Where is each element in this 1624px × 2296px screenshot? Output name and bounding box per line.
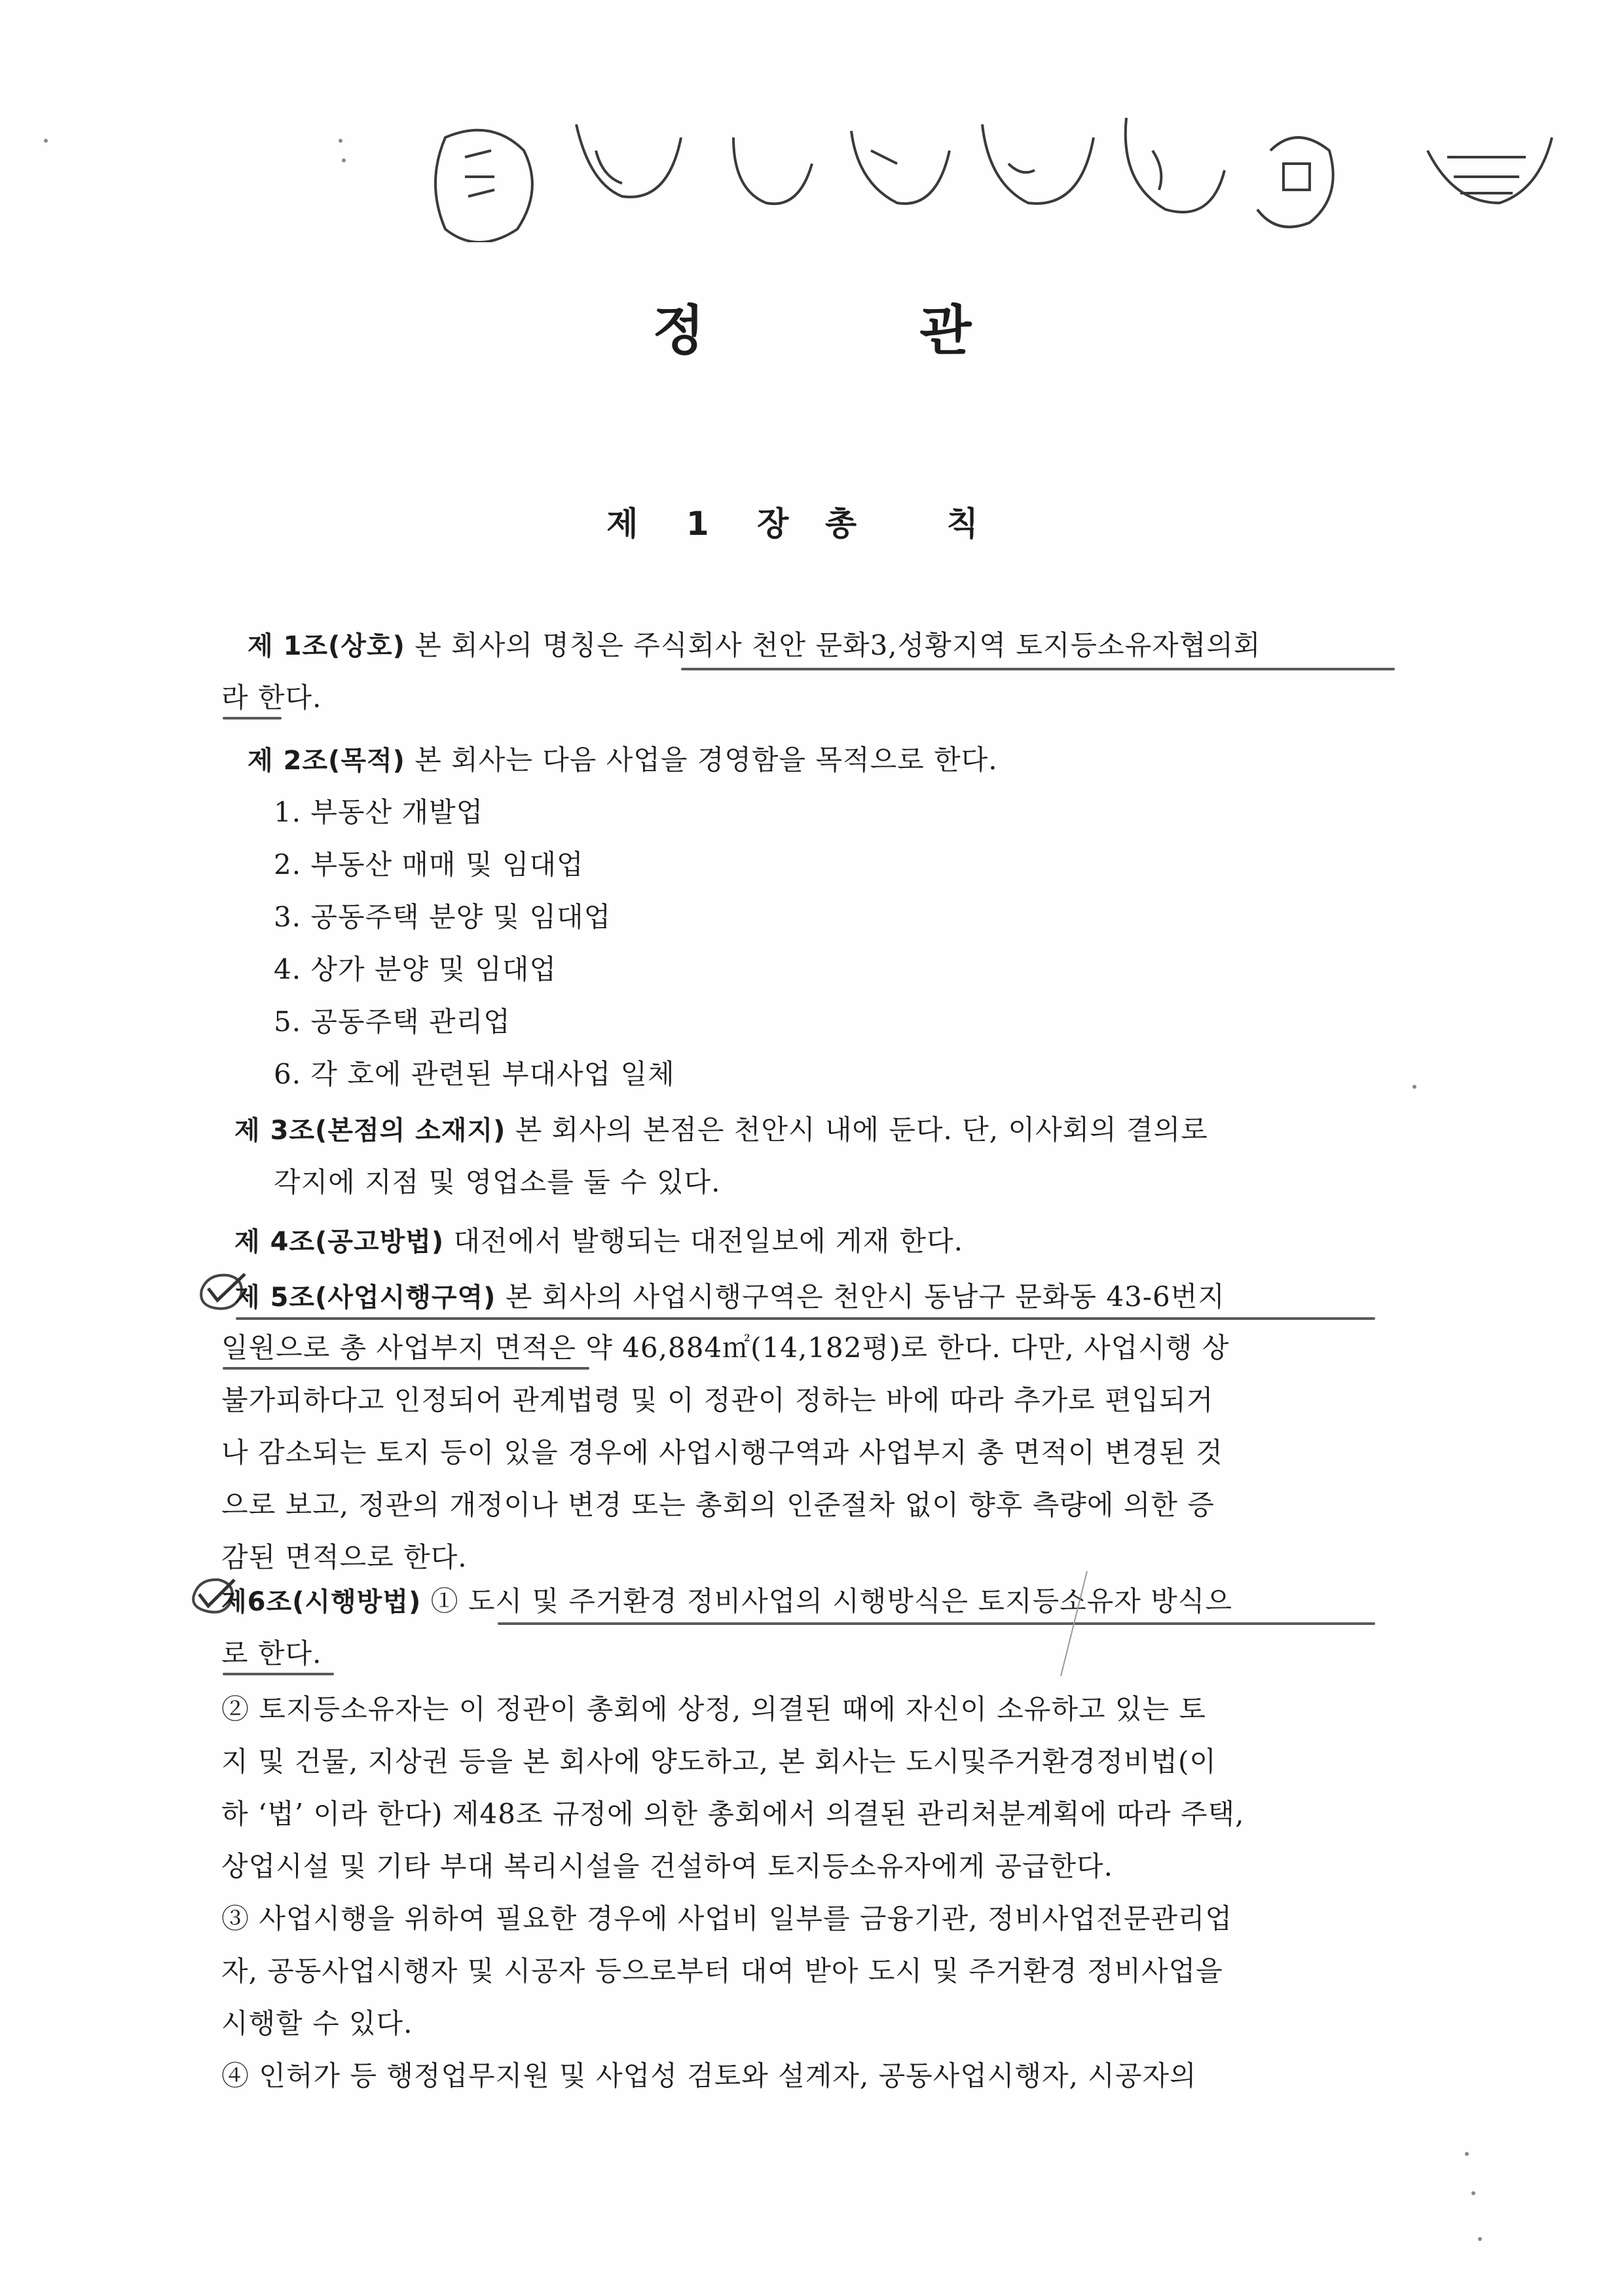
- article-5-line-1: [234, 1283, 1225, 1311]
- article-6-line-2: 로 한다.: [221, 1637, 322, 1669]
- seal-stamp-2: [576, 124, 681, 197]
- article-6-para-2-line-2: 지 및 건물, 지상권 등을 본 회사에 양도하고, 본 회사는 도시및주거환경정비법(이: [221, 1745, 1217, 1777]
- article-6-line-1: [221, 1585, 1232, 1617]
- article-4-heading: 제 4조(공고방법): [234, 1227, 445, 1257]
- article-6-para-2-line-1: ② 토지등소유자는 이 정관이 총회에 상정, 의결된 때에 자신이 소유하고 있는 토: [221, 1693, 1206, 1725]
- article-5-line-5: 으로 보고, 정관의 개정이나 변경 또는 총회의 인준절차 없이 향후 측량에 의한 증: [221, 1489, 1215, 1521]
- underline-mark: [681, 668, 1395, 670]
- article-2-line: [248, 746, 998, 774]
- purpose-item-6: 6. 각 호에 관련된 부대사업 일체: [274, 1058, 675, 1090]
- article-6-para-3-line-3: 시행할 수 있다.: [221, 2007, 413, 2039]
- article-1-heading: 제 1조(상호): [248, 631, 405, 661]
- underline-mark: [236, 1317, 1375, 1320]
- document-title: 정 관: [652, 300, 1070, 362]
- article-3-text: 본 회사의 본점은 천안시 내에 둔다. 단, 이사회의 결의로: [515, 1114, 1208, 1146]
- article-3-heading: 제 3조(본점의 소재지): [234, 1116, 506, 1146]
- underline-mark: [223, 1367, 589, 1370]
- seal-stamp-6: [1126, 118, 1225, 212]
- article-3-line-1: [234, 1116, 1208, 1144]
- seal-stamp-1: [435, 130, 532, 242]
- seal-stamp-8: [1428, 137, 1552, 203]
- article-6-para-2-line-3: 하 ‘법’ 이라 한다) 제48조 규정에 의한 총회에서 의결된 관리처분계획에 따라 주택,: [221, 1798, 1245, 1830]
- article-5-line-6: 감된 면적으로 한다.: [221, 1541, 468, 1573]
- article-1-line-2: 라 한다.: [221, 682, 322, 714]
- chapter-number: 제 1 장: [606, 505, 807, 543]
- chapter-name: 총 칙: [824, 505, 1018, 543]
- seal-stamps-row: [419, 111, 1559, 242]
- article-6-heading: 제6조(시행방법): [221, 1587, 422, 1617]
- article-5-line-4: 나 감소되는 토지 등이 있을 경우에 사업시행구역과 사업부지 총 면적이 변경된 것: [221, 1436, 1223, 1468]
- article-6-para-3-line-2: 자, 공동사업시행자 및 시공자 등으로부터 대여 받아 도시 및 주거환경 정비사업을: [221, 1955, 1223, 1987]
- seal-stamp-7: [1257, 137, 1333, 227]
- article-1-text: 본 회사의 명칭은 주식회사 천안 문화3,성황지역 토지등소유자협의회: [415, 629, 1261, 661]
- underline-mark: [498, 1622, 1375, 1625]
- article-1-line-1: [248, 629, 1261, 661]
- article-5-line-3: 불가피하다고 인정되어 관계법령 및 이 정관이 정하는 바에 따라 추가로 편입되거: [221, 1384, 1214, 1416]
- article-6-text: ① 도시 및 주거환경 정비사업의 시행방식은 토지등소유자 방식으: [430, 1585, 1232, 1617]
- seal-stamp-5: [982, 124, 1094, 204]
- seal-stamp-4: [851, 131, 950, 204]
- article-2-heading: 제 2조(목적): [248, 746, 405, 776]
- purpose-item-5: 5. 공동주택 관리업: [274, 1006, 511, 1038]
- purpose-item-4: 4. 상가 분양 및 임대업: [274, 953, 557, 985]
- article-6-para-2-line-4: 상업시설 및 기타 부대 복리시설을 건설하여 토지등소유자에게 공급한다.: [221, 1850, 1113, 1882]
- underline-mark: [223, 1673, 334, 1675]
- article-4-text: 대전에서 발행되는 대전일보에 게재 한다.: [453, 1225, 964, 1257]
- purpose-item-3: 3. 공동주택 분양 및 임대업: [274, 901, 612, 933]
- seal-stamp-3: [733, 137, 812, 204]
- article-4-line: [234, 1225, 964, 1257]
- article-6-para-3-line-1: ③ 사업시행을 위하여 필요한 경우에 사업비 일부를 금융기관, 정비사업전문관리업: [221, 1903, 1233, 1935]
- article-3-line-2: 각지에 지점 및 영업소를 둘 수 있다.: [274, 1166, 721, 1198]
- purpose-item-2: 2. 부동산 매매 및 임대업: [274, 848, 584, 881]
- article-5-line-2: 일원으로 총 사업부지 면적은 약 46,884㎡(14,182평)로 한다. 다만, 사업시행 상: [221, 1332, 1230, 1364]
- purpose-item-1: 1. 부동산 개발업: [274, 796, 484, 828]
- article-2-text: 본 회사는 다음 사업을 경영함을 목적으로 한다.: [415, 744, 998, 776]
- article-5-text: 본 회사의 사업시행구역은 천안시 동남구 문화동 43-6번지: [505, 1281, 1225, 1313]
- article-5-heading: 제 5조(사업시행구역): [234, 1283, 496, 1313]
- underline-mark: [223, 717, 282, 720]
- chapter-heading: [0, 498, 1624, 545]
- article-6-para-4-line-1: ④ 인허가 등 행정업무지원 및 사업성 검토와 설계자, 공동사업시행자, 시공자의: [221, 2060, 1197, 2092]
